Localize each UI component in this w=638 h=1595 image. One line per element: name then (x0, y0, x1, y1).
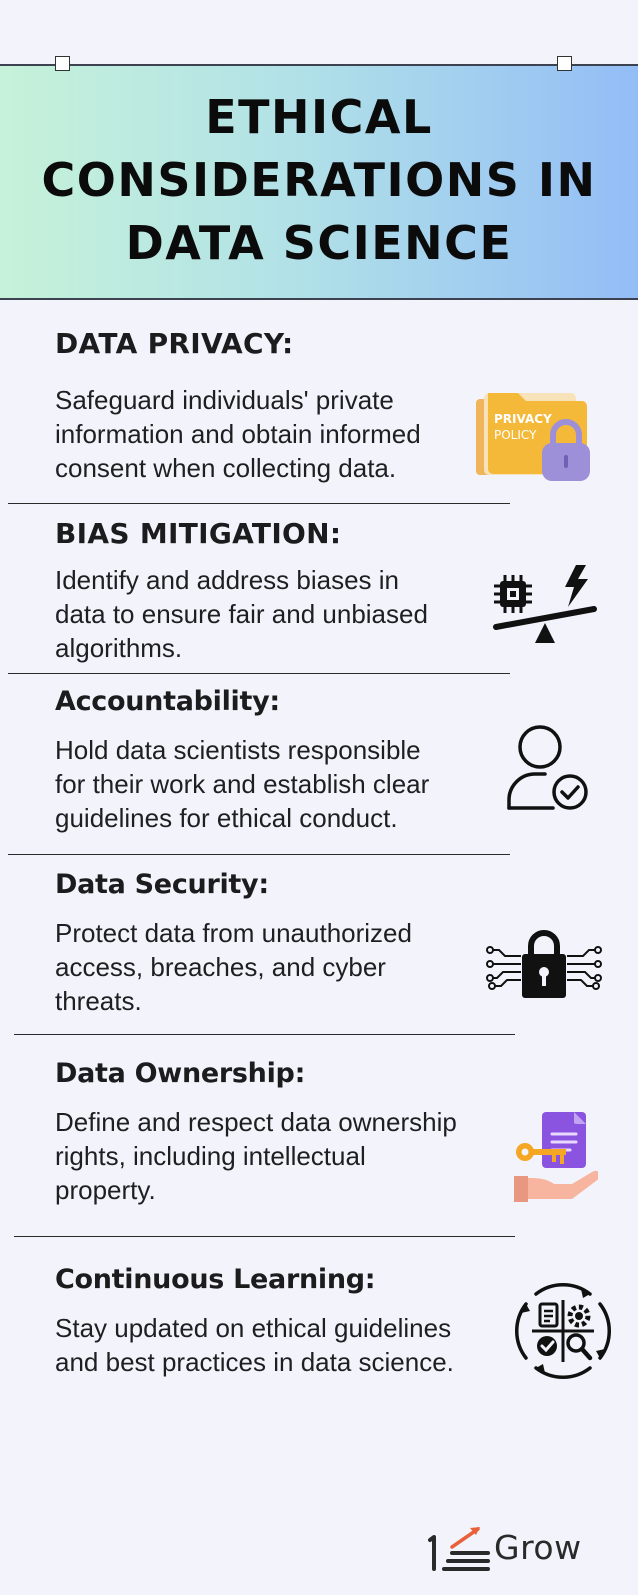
section-body: Safeguard individuals' private information and obtain informed consent when collecting data. (55, 385, 421, 483)
divider (14, 1034, 515, 1035)
hand-key-document-icon (512, 1110, 598, 1205)
section-title: Data Security: (55, 869, 269, 900)
section-body: Stay updated on ethical guidelines and best practices in data science. (55, 1313, 454, 1377)
page-title: ETHICAL CONSIDERATIONS IN DATA SCIENCE (41, 90, 597, 270)
privacy-label: PRIVACY (494, 412, 552, 426)
circuit-lock-icon (485, 926, 603, 1006)
section-body: Hold data scientists responsible for their work and establish clear guidelines for ethical conduct. (55, 735, 430, 833)
resize-handle-left[interactable] (55, 56, 70, 71)
section-data-ownership (55, 1056, 495, 1207)
divider (14, 1236, 515, 1237)
policy-label: POLICY (494, 428, 537, 442)
divider (8, 854, 510, 855)
section-title: Accountability: (55, 686, 280, 717)
section-bias-mitigation (55, 516, 495, 665)
section-title: Data Ownership: (55, 1058, 306, 1089)
section-data-privacy (55, 326, 495, 485)
user-check-icon (503, 720, 595, 812)
section-body: Define and respect data ownership rights, including intellectual property. (55, 1107, 457, 1205)
1grow-logo-icon (428, 1525, 494, 1575)
section-title: Continuous Learning: (55, 1264, 376, 1295)
section-title: DATA PRIVACY: (55, 327, 294, 360)
brand-logo (428, 1525, 598, 1575)
divider (8, 503, 510, 504)
brand-name: Grow (494, 1528, 582, 1567)
continuous-cycle-icon (512, 1280, 614, 1382)
section-body: Protect data from unauthorized access, breaches, and cyber threats. (55, 918, 412, 1016)
section-body: Identify and address biases in data to ensure fair and unbiased algorithms. (55, 565, 428, 663)
divider (8, 673, 510, 674)
section-title: BIAS MITIGATION: (55, 517, 342, 550)
privacy-policy-folder-icon (474, 385, 596, 485)
balance-scale-chip-icon (490, 563, 600, 648)
section-data-security (55, 867, 495, 1018)
section-accountability (55, 684, 495, 835)
section-continuous-learning (55, 1262, 495, 1379)
resize-handle-right[interactable] (557, 56, 572, 71)
